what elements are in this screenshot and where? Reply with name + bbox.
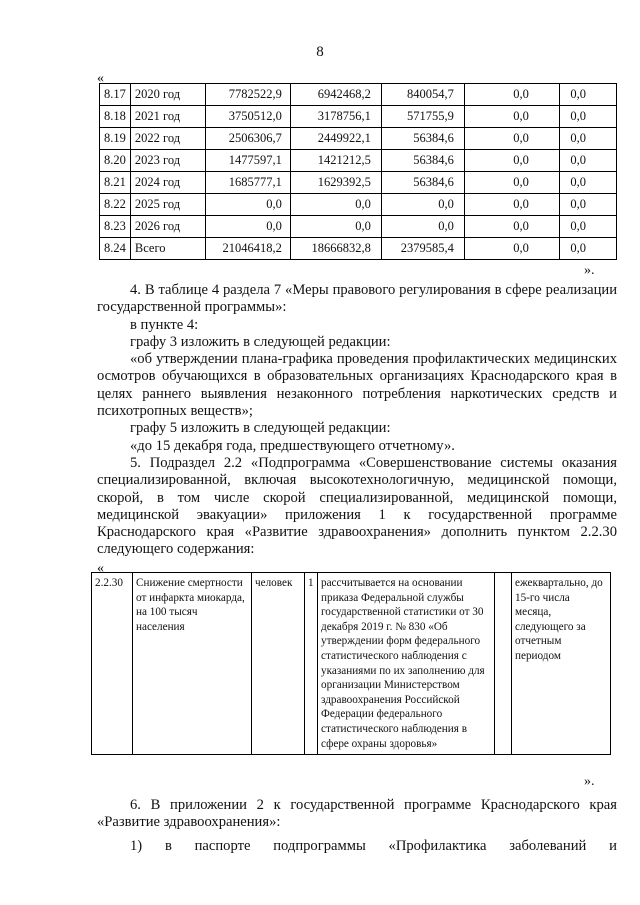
table-cell: 0,0 [464, 238, 559, 260]
closing-quote: ». [584, 774, 595, 789]
indicator-empty-cell [495, 573, 512, 755]
paragraph-4-point: в пункте 4: [130, 316, 199, 333]
table-cell: 0,0 [559, 216, 616, 238]
table-cell: 2379585,4 [381, 238, 464, 260]
table-cell: 0,0 [559, 150, 616, 172]
table-cell: 0,0 [381, 194, 464, 216]
table-cell: 2449922,1 [290, 128, 381, 150]
table-cell: 3750512,0 [205, 106, 290, 128]
table-cell: 7782522,9 [205, 84, 290, 106]
body-text-section-6 [97, 797, 617, 832]
table-cell: 8.21 [100, 172, 131, 194]
table-cell: 0,0 [464, 150, 559, 172]
table-cell: 2025 год [130, 194, 205, 216]
table-cell: 0,0 [464, 216, 559, 238]
body-text-section-4 [97, 282, 617, 559]
table-cell: 8.18 [100, 106, 131, 128]
indicator-number: 1 [305, 573, 318, 755]
table-cell: 2023 год [130, 150, 205, 172]
table-cell: 8.17 [100, 84, 131, 106]
table-cell: 0,0 [205, 216, 290, 238]
table-cell: 0,0 [464, 194, 559, 216]
table-cell: 0,0 [464, 84, 559, 106]
table-row [100, 84, 617, 106]
table-cell: 0,0 [205, 194, 290, 216]
table-cell: 2506306,7 [205, 128, 290, 150]
paragraph-6-subitem [97, 838, 617, 855]
table-cell: 1685777,1 [205, 172, 290, 194]
table-cell: 21046418,2 [205, 238, 290, 260]
table-cell: 0,0 [559, 84, 616, 106]
subitem-word: и [609, 838, 617, 854]
table-row [92, 573, 611, 755]
table-row [100, 238, 617, 260]
table-cell: 8.24 [100, 238, 131, 260]
indicator-period: ежеквартально, до 15-го числа месяца, следующего за отчетным периодом [512, 573, 611, 755]
table-cell: 840054,7 [381, 84, 464, 106]
table-cell: 2020 год [130, 84, 205, 106]
table-cell: 2024 год [130, 172, 205, 194]
table-cell: 0,0 [559, 172, 616, 194]
paragraph-4-column-3: графу 3 изложить в следующей редакции: [130, 333, 391, 350]
closing-quote: ». [584, 263, 595, 278]
table-cell: Всего [130, 238, 205, 260]
table-cell: 0,0 [559, 238, 616, 260]
opening-quote: « [97, 561, 104, 576]
paragraph-4-column-5: графу 5 изложить в следующей редакции: [130, 420, 391, 437]
opening-quote: « [97, 71, 104, 86]
paragraph-6: 6. В приложении 2 к государственной программе Краснодарского края «Развитие здравоохранения»: [97, 797, 617, 831]
table-cell: 8.23 [100, 216, 131, 238]
funding-table [99, 83, 617, 260]
paragraph-5: 5. Подраздел 2.2 «Подпрограмма «Совершенствование системы оказания специализированной, включая высокотехнологичную, медицинской помощи, скорой, в том числе скорой специализированной, медицинской помощи, медицинской эвакуации» приложения 1 к государственной программе Краснодарского края «Развитие здравоохранения» дополнить пунктом 2.2.30 следующего содержания: [97, 454, 617, 558]
table-cell: 1629392,5 [290, 172, 381, 194]
table-cell: 56384,6 [381, 172, 464, 194]
subitem-word: 1) [130, 838, 143, 854]
paragraph-4-column-5-text: «до 15 декабря года, предшествующего отчетному». [130, 437, 455, 454]
subitem-word: паспорте [194, 838, 251, 854]
table-cell: 56384,6 [381, 128, 464, 150]
table-cell: 0,0 [464, 172, 559, 194]
subitem-word: подпрограммы [273, 838, 366, 854]
indicator-name: Снижение смертности от инфаркта миокарда, на 100 тысяч населения [133, 573, 252, 755]
table-row [100, 150, 617, 172]
table-cell: 3178756,1 [290, 106, 381, 128]
indicator-unit: человек [252, 573, 305, 755]
table-cell: 56384,6 [381, 150, 464, 172]
paragraph-4-column-3-text: «об утверждении плана-графика проведения профилактических медицинских осмотров обучающихся в образовательных организациях Краснодарского края в целях раннего выявления незаконного потребления наркотических средств и психотропных веществ»; [97, 351, 617, 420]
table-cell: 2026 год [130, 216, 205, 238]
table-cell: 18666832,8 [290, 238, 381, 260]
table-cell: 8.22 [100, 194, 131, 216]
table-cell: 0,0 [290, 194, 381, 216]
table-cell: 0,0 [559, 194, 616, 216]
table-cell: 0,0 [290, 216, 381, 238]
subitem-word: «Профилактика [388, 838, 487, 854]
table-cell: 571755,9 [381, 106, 464, 128]
subitem-word: в [164, 838, 172, 854]
subitem-word: заболеваний [509, 838, 587, 854]
table-cell: 6942468,2 [290, 84, 381, 106]
table-row [100, 172, 617, 194]
indicator-code: 2.2.30 [92, 573, 133, 755]
table-cell: 0,0 [559, 106, 616, 128]
table-cell: 2021 год [130, 106, 205, 128]
table-cell: 8.20 [100, 150, 131, 172]
paragraph-4-intro: 4. В таблице 4 раздела 7 «Меры правового регулирования в сфере реализации государственной программы»: [97, 282, 617, 316]
table-cell: 0,0 [464, 128, 559, 150]
table-row [100, 194, 617, 216]
table-cell: 1421212,5 [290, 150, 381, 172]
table-cell: 0,0 [381, 216, 464, 238]
table-cell: 8.19 [100, 128, 131, 150]
indicator-basis: рассчитывается на основании приказа Федеральной службы государственной статистики от 30 декабря 2019 г. № 830 «Об утверждении форм федерального статистического наблюдения с указаниями по их заполнению для организации Министерством здравоохранения Российской Федерации федерального статистического наблюдения в сфере охраны здоровья» [318, 573, 495, 755]
table-row [100, 216, 617, 238]
table-cell: 0,0 [559, 128, 616, 150]
table-row [100, 128, 617, 150]
table-cell: 0,0 [464, 106, 559, 128]
page-number: 8 [316, 44, 324, 60]
table-cell: 2022 год [130, 128, 205, 150]
indicator-table [91, 572, 611, 755]
table-row [100, 106, 617, 128]
table-cell: 1477597,1 [205, 150, 290, 172]
